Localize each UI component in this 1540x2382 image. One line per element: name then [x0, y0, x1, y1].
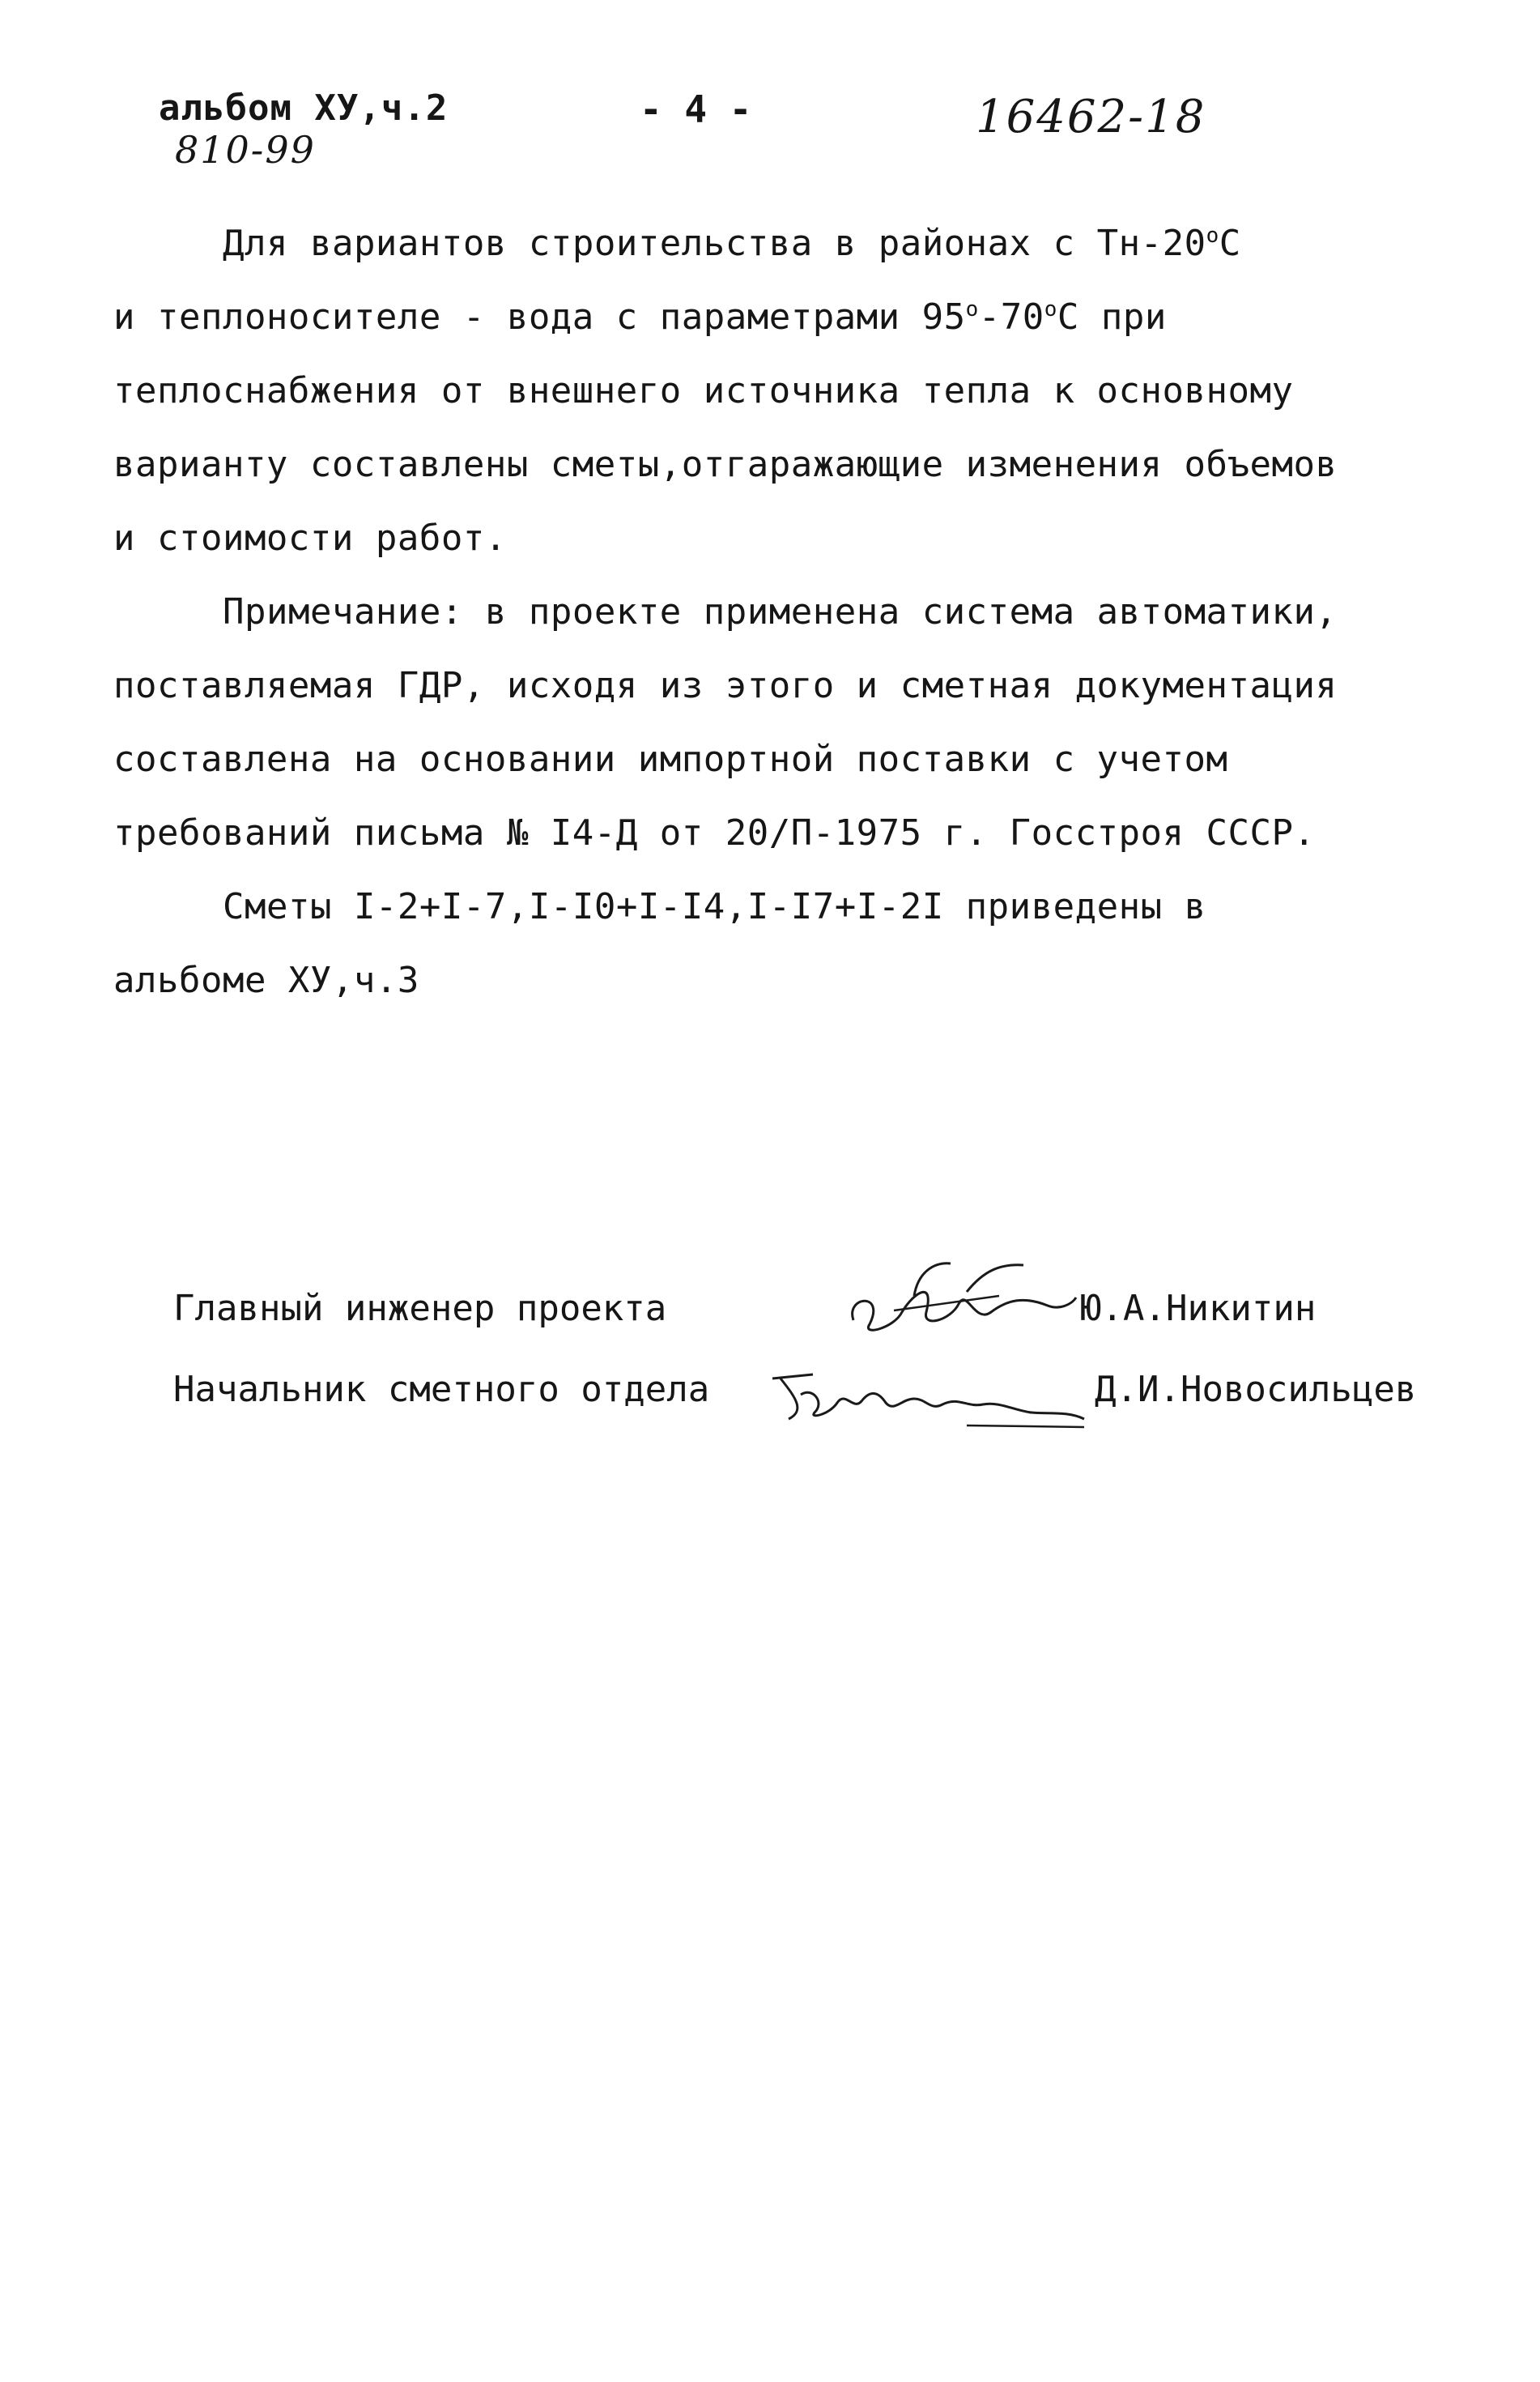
- signature-title: Начальник сметного отдела: [173, 1369, 710, 1410]
- estimates-line: Сметы I-2+I-7,I-I0+I-I4,I-I7+I-2I приведены в: [223, 886, 1206, 927]
- note-line: составлена на основании импортной поставки с учетом: [113, 739, 1228, 780]
- note-line: поставляемая ГДР, исходя из этого и сметная документация: [113, 665, 1338, 706]
- page-header: [0, 0, 1540, 186]
- page-number: - 4 -: [640, 87, 752, 131]
- note-line: требований письма № I4-Д от 20/П-1975 г. Госстроя СССР.: [113, 812, 1316, 854]
- paragraph-line: варианту составлены сметы,отгаражающие изменения объемов: [113, 444, 1338, 485]
- signature-title: Главный инженер проекта: [173, 1288, 667, 1329]
- document-body: [113, 207, 1474, 1017]
- signature-row-estimate-head: [173, 1353, 1501, 1434]
- signature-block: [173, 1272, 1501, 1434]
- paragraph-line: Для вариантов строительства в районах с $Тн-20^оС$: [223, 223, 1241, 264]
- signatory-name: Д.И.Новосильцев: [1095, 1369, 1417, 1410]
- handwritten-signature-icon: [764, 1354, 1088, 1435]
- handwritten-signature-icon: [837, 1247, 1080, 1353]
- handwritten-code-left: 810-99: [175, 128, 316, 172]
- note-line: Примечание: в проекте применена система автоматики,: [223, 591, 1338, 633]
- handwritten-code-right: 16462-18: [976, 91, 1206, 143]
- estimates-line: альбоме ХУ,ч.3: [113, 960, 419, 1001]
- signature-row-chief-engineer: [173, 1272, 1501, 1353]
- album-reference: альбом ХУ,ч.2: [159, 87, 449, 129]
- signatory-name: Ю.А.Никитин: [1080, 1288, 1317, 1329]
- paragraph-line: теплоснабжения от внешнего источника тепла к основному: [113, 370, 1294, 411]
- paragraph-line: и теплоносителе - вода с параметрами $95^о-70^оС$ при: [113, 296, 1167, 338]
- paragraph-line: и стоимости работ.: [113, 518, 507, 559]
